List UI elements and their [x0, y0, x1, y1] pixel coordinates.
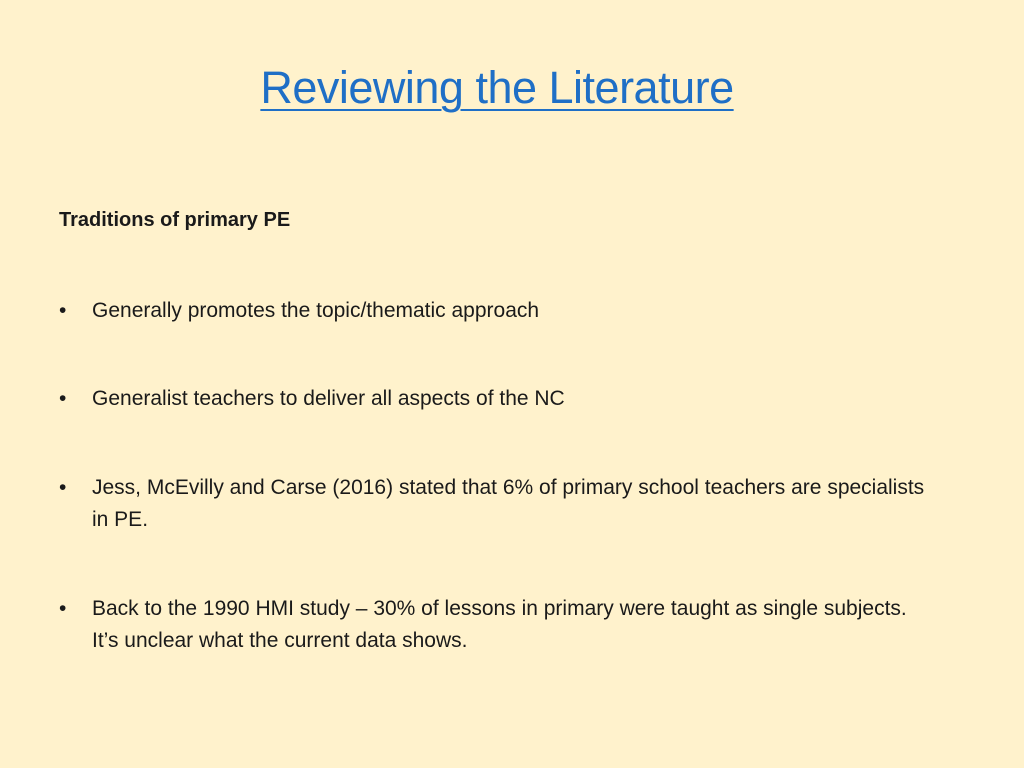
bullet-item	[59, 472, 939, 536]
bullet-marker: •	[59, 299, 67, 322]
bullet-item	[59, 593, 939, 657]
title-link[interactable]: Reviewing the Literature	[260, 62, 734, 113]
bullet-item	[59, 383, 939, 415]
section-heading: Traditions of primary PE	[59, 209, 291, 231]
slide-title	[0, 62, 1024, 114]
bullet-marker: •	[59, 387, 67, 410]
bullet-marker: •	[59, 597, 67, 620]
bullet-text: Generalist teachers to deliver all aspects of the NC	[92, 387, 565, 410]
bullet-marker: •	[59, 476, 67, 499]
bullet-text: Back to the 1990 HMI study – 30% of lessons in primary were taught as single subjects. It’s unclear what the current data shows.	[92, 597, 907, 652]
bullet-text: Jess, McEvilly and Carse (2016) stated that 6% of primary school teachers are specialists in PE.	[92, 476, 925, 531]
bullet-item	[59, 295, 939, 327]
bullet-text: Generally promotes the topic/thematic approach	[92, 299, 540, 322]
